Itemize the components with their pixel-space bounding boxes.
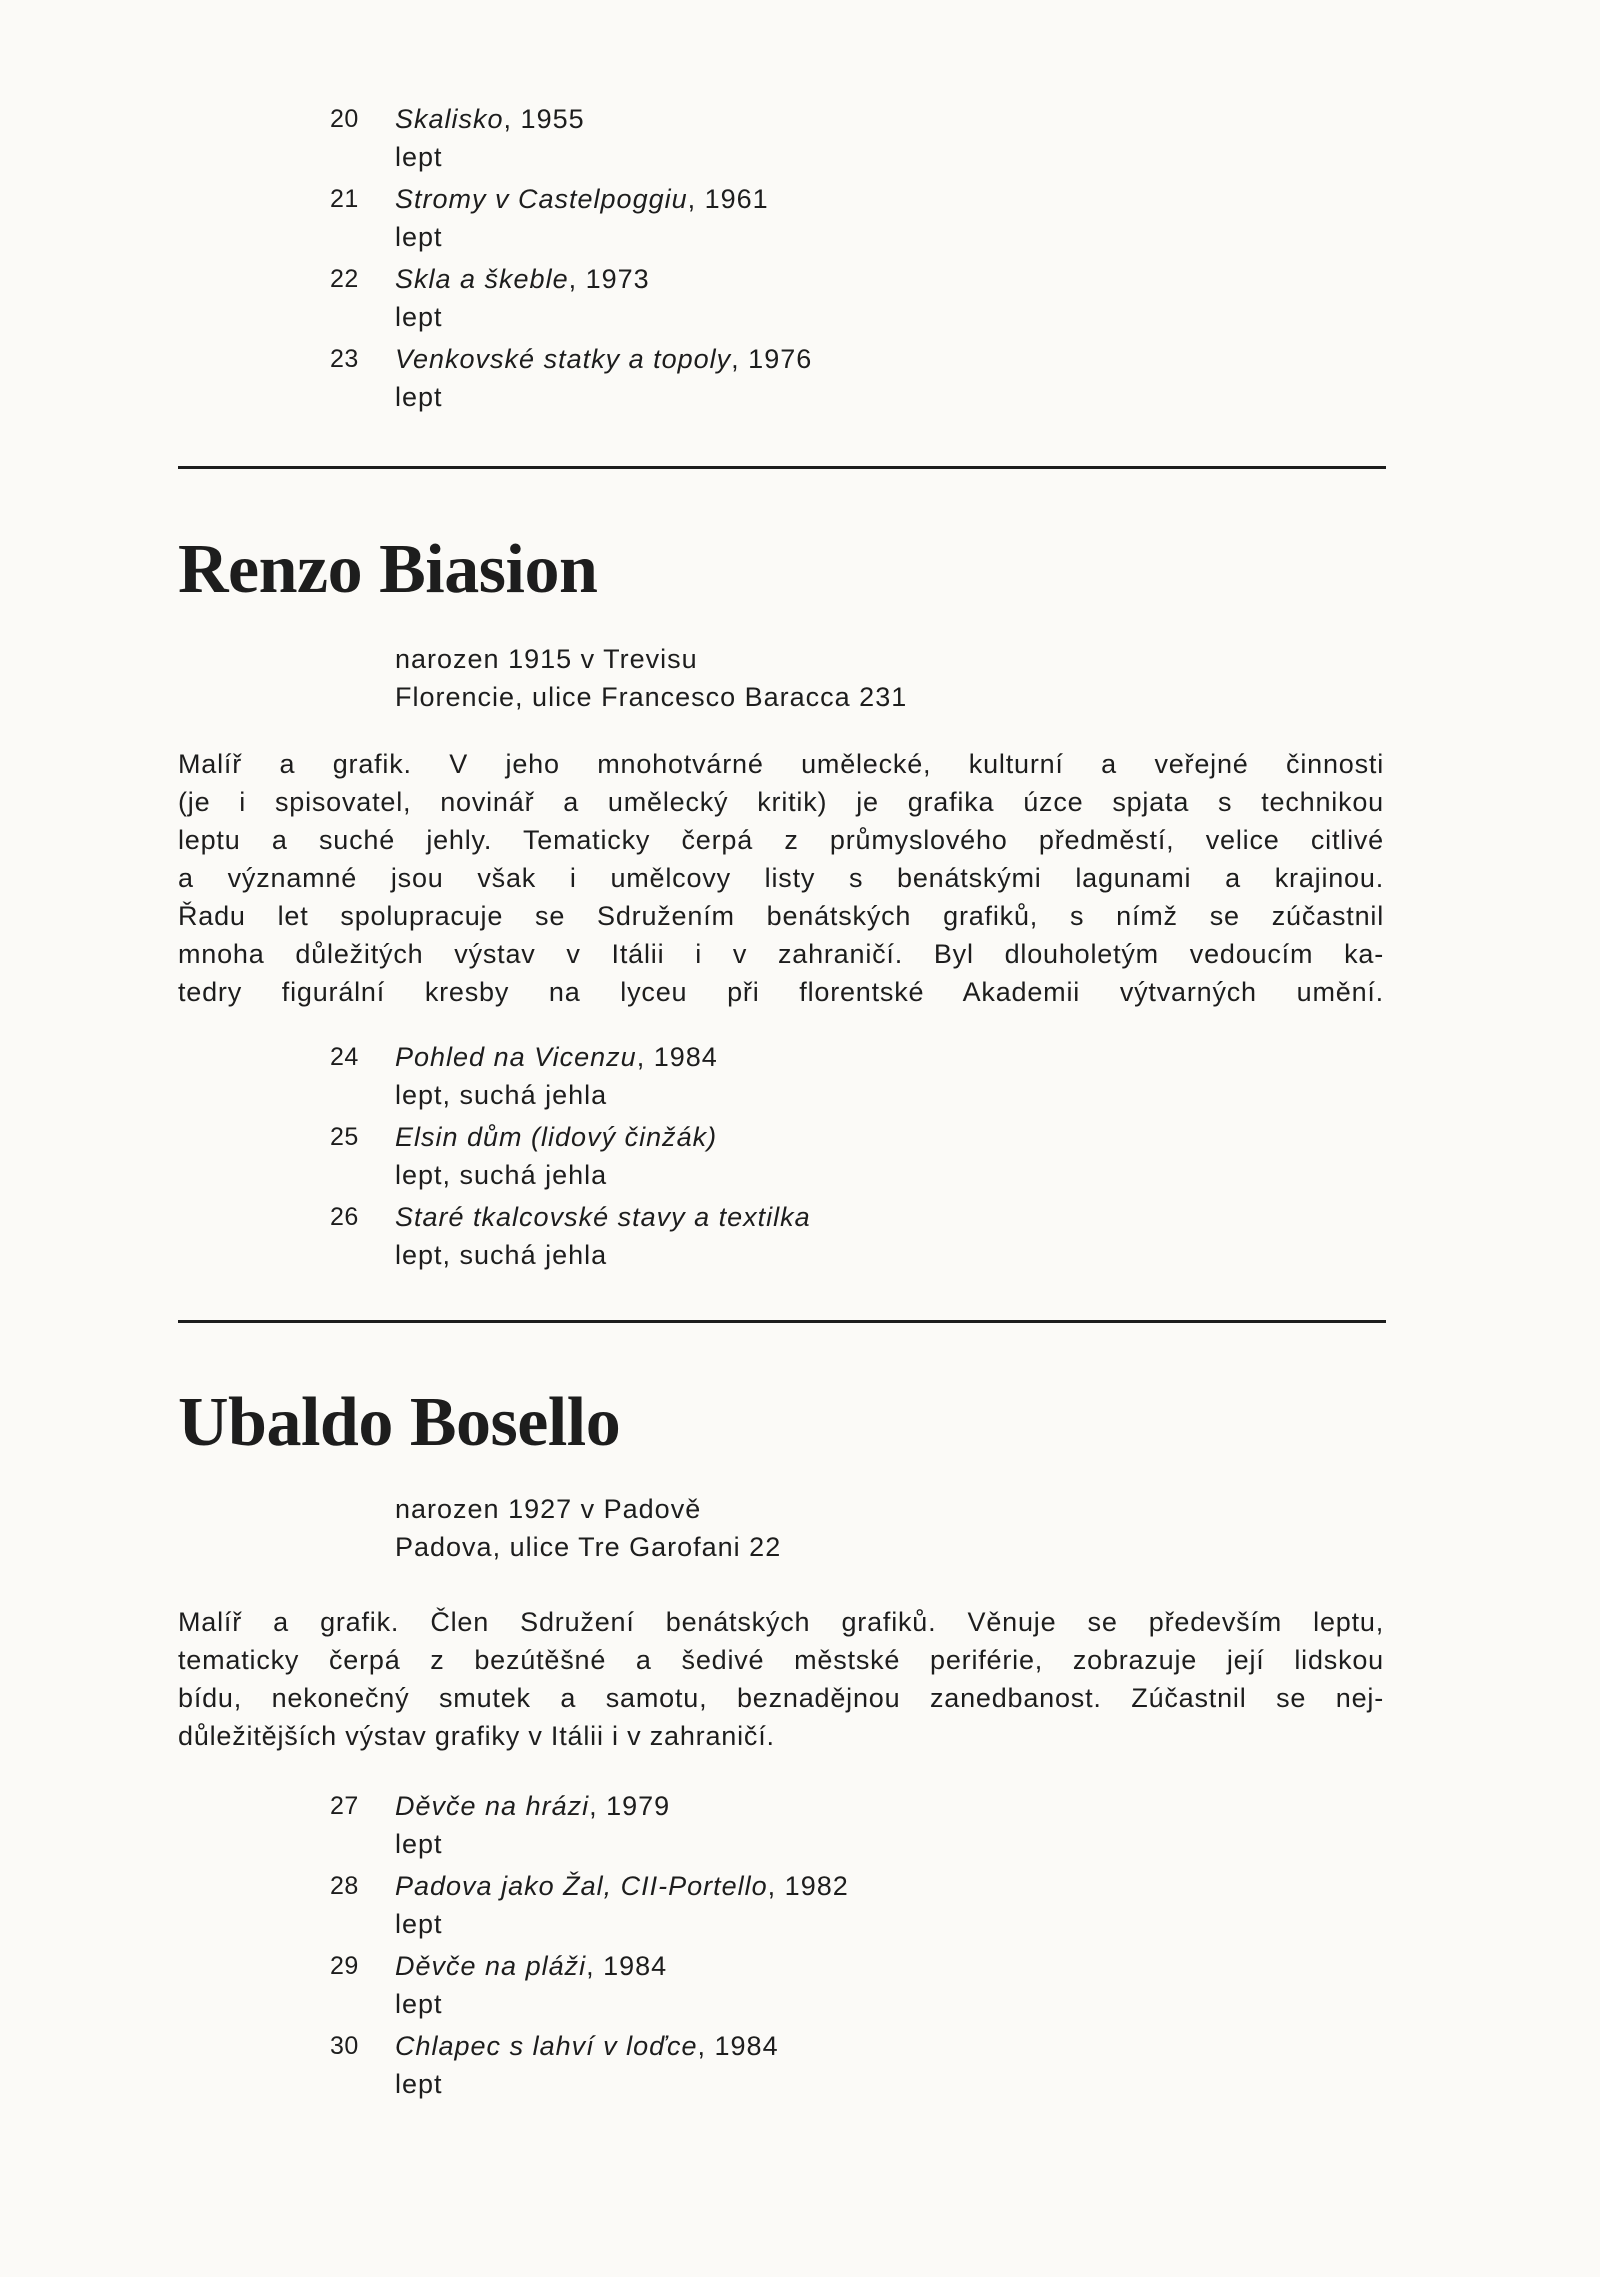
artist-address: Padova, ulice Tre Garofani 22 xyxy=(395,1532,782,1562)
artist-name: Ubaldo Bosello xyxy=(178,1384,621,1461)
work-medium: lept xyxy=(395,382,443,412)
work-entry xyxy=(330,260,1230,340)
work-medium: lept xyxy=(395,222,443,252)
work-number: 23 xyxy=(330,345,359,373)
artist-birth: narozen 1927 v Padově xyxy=(395,1494,702,1524)
work-year: , 1979 xyxy=(589,1791,671,1821)
bio-line: bídu, nekonečný smutek a samotu, beznadějnou zanedbanost. Zúčastnil se nej- xyxy=(178,1683,1384,1713)
work-title: Padova jako Žal, CII-Portello xyxy=(395,1871,768,1901)
work-title: Venkovské statky a topoly xyxy=(395,344,732,374)
bio-line: důležitějších výstav grafiky v Itálii i v zahraničí. xyxy=(178,1721,775,1751)
work-medium: lept xyxy=(395,302,443,332)
work-medium: lept xyxy=(395,1989,443,2019)
work-title-line xyxy=(395,340,812,378)
work-year: , 1973 xyxy=(568,264,650,294)
work-number: 29 xyxy=(330,1952,359,1980)
section-divider xyxy=(178,1320,1386,1323)
works-list xyxy=(330,1787,1230,2107)
work-number: 25 xyxy=(330,1123,359,1151)
bio-line: tedry figurální kresby na lyceu při florentské Akademii výtvarných umění. xyxy=(178,977,1384,1007)
artist-name: Renzo Biasion xyxy=(178,531,598,608)
work-title-line xyxy=(395,1947,667,1985)
work-number: 24 xyxy=(330,1043,359,1071)
work-year: , 1976 xyxy=(731,344,813,374)
work-entry xyxy=(330,1947,1230,2027)
work-entry xyxy=(330,1787,1230,1867)
section-divider xyxy=(178,466,1386,469)
work-title: Skalisko xyxy=(395,104,504,134)
work-title-line xyxy=(395,100,585,138)
work-year: , 1961 xyxy=(687,184,769,214)
work-entry xyxy=(330,180,1230,260)
work-medium: lept, suchá jehla xyxy=(395,1240,608,1270)
work-medium: lept xyxy=(395,1909,443,1939)
work-title: Staré tkalcovské stavy a textilka xyxy=(395,1202,811,1232)
work-entry xyxy=(330,1198,1230,1278)
bio-line: (je i spisovatel, novinář a umělecký kritik) je grafika úzce spjata s technikou xyxy=(178,787,1384,817)
works-list-continued xyxy=(330,100,1230,420)
bio-line: a významné jsou však i umělcovy listy s benátskými lagunami a krajinou. xyxy=(178,863,1384,893)
artist-biography xyxy=(178,1603,1384,1755)
work-medium: lept xyxy=(395,2069,443,2099)
work-title-line xyxy=(395,1198,811,1236)
work-medium: lept, suchá jehla xyxy=(395,1160,608,1190)
artist-birth: narozen 1915 v Trevisu xyxy=(395,644,698,674)
work-medium: lept xyxy=(395,1829,443,1859)
work-entry xyxy=(330,2027,1230,2107)
work-entry xyxy=(330,340,1230,420)
work-number: 21 xyxy=(330,185,359,213)
work-title: Pohled na Vicenzu xyxy=(395,1042,637,1072)
work-year: , 1984 xyxy=(697,2031,779,2061)
work-title-line xyxy=(395,2027,779,2065)
work-medium: lept xyxy=(395,142,443,172)
work-year: , 1984 xyxy=(586,1951,668,1981)
work-number: 30 xyxy=(330,2032,359,2060)
bio-line: Malíř a grafik. V jeho mnohotvárné umělecké, kulturní a veřejné činnosti xyxy=(178,749,1384,779)
work-entry xyxy=(330,100,1230,180)
work-title-line xyxy=(395,260,650,298)
work-title: Chlapec s lahví v loďce xyxy=(395,2031,698,2061)
work-entry xyxy=(330,1867,1230,1947)
work-title-line xyxy=(395,180,769,218)
work-year: , 1955 xyxy=(503,104,585,134)
work-number: 28 xyxy=(330,1872,359,1900)
bio-line: tematicky čerpá z bezútěšné a šedivé městské periférie, zobrazuje její lidskou xyxy=(178,1645,1384,1675)
work-entry xyxy=(330,1118,1230,1198)
work-entry xyxy=(330,1038,1230,1118)
work-number: 22 xyxy=(330,265,359,293)
work-number: 27 xyxy=(330,1792,359,1820)
work-title-line xyxy=(395,1867,849,1905)
work-number: 20 xyxy=(330,105,359,133)
work-title-line xyxy=(395,1787,670,1825)
work-title-line xyxy=(395,1038,718,1076)
work-year: , 1982 xyxy=(767,1871,849,1901)
work-year: , 1984 xyxy=(636,1042,718,1072)
work-title: Děvče na pláži xyxy=(395,1951,587,1981)
work-number: 26 xyxy=(330,1203,359,1231)
bio-line: Malíř a grafik. Člen Sdružení benátských grafiků. Věnuje se především leptu, xyxy=(178,1607,1384,1637)
artist-address: Florencie, ulice Francesco Baracca 231 xyxy=(395,682,908,712)
works-list xyxy=(330,1038,1230,1278)
work-medium: lept, suchá jehla xyxy=(395,1080,608,1110)
work-title-line xyxy=(395,1118,717,1156)
artist-biography xyxy=(178,745,1384,1011)
work-title: Skla a škeble xyxy=(395,264,569,294)
bio-line: Řadu let spolupracuje se Sdružením benátských grafiků, s nímž se zúčastnil xyxy=(178,901,1384,931)
bio-line: mnoha důležitých výstav v Itálii i v zahraničí. Byl dlouholetým vedoucím ka- xyxy=(178,939,1384,969)
work-title: Děvče na hrázi xyxy=(395,1791,590,1821)
work-title: Stromy v Castelpoggiu xyxy=(395,184,688,214)
work-title: Elsin dům (lidový činžák) xyxy=(395,1122,718,1152)
bio-line: leptu a suché jehly. Tematicky čerpá z průmyslového předměstí, velice citlivé xyxy=(178,825,1384,855)
